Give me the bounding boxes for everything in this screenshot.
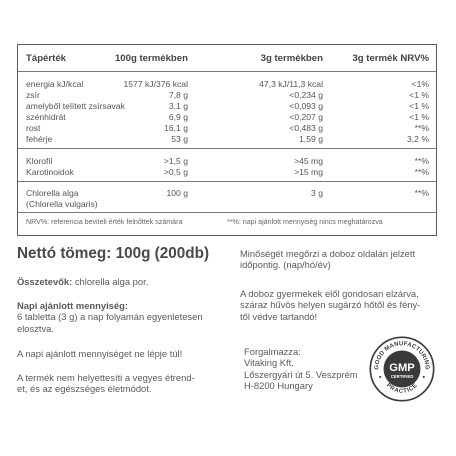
storage-block [240, 288, 445, 322]
row-value-nrv: <1 % [409, 101, 429, 111]
ingredients-block [17, 276, 232, 287]
divider [18, 212, 436, 213]
ingredients-text: chlorella alga por. [72, 276, 149, 287]
row-value-3g: <0,207 g [289, 112, 323, 122]
ingredients-label: Összetevők: [17, 276, 73, 287]
row-value-100g: 7,8 g [168, 90, 188, 100]
dosage-label: Napi ajánlott mennyiség: [17, 300, 128, 311]
row-value-100g: 16,1 g [164, 123, 188, 133]
footnote-undefined: **%: napi ajánlott mennyiség nincs meghatározva [227, 218, 383, 226]
row-label: Karotinoidok [26, 167, 74, 177]
col-header-per-100g: 100g termékben [114, 53, 188, 64]
disclaimer-block [17, 372, 232, 395]
seal-top-text: GOOD MANUFACTURING [374, 341, 430, 370]
gmp-certified-seal-icon [369, 336, 435, 402]
storage-line: től védve tartandó! [240, 310, 318, 322]
row-value-nrv: 3,2 % [407, 134, 429, 144]
row-value-nrv: **% [414, 156, 429, 166]
dosage-line: elosztva. [17, 322, 54, 334]
distributor-line: H-8200 Hungary [244, 380, 313, 392]
row-value-3g: 1,59 g [299, 134, 323, 144]
row-value-3g: >15 mg [294, 167, 323, 177]
seal-dot [379, 376, 381, 378]
warning-text: A napi ajánlott mennyiséget ne lépje túl! [17, 348, 183, 359]
distributor-line: Vitaking Kft. [244, 357, 294, 369]
row-value-100g: 6,9 g [168, 112, 188, 122]
row-value-3g: <0,483 g [289, 123, 323, 133]
seal-center-text: GMP [389, 361, 415, 374]
row-value-100g: >0,5 g [163, 167, 188, 177]
footnote-nrv: NRV%: referencia beviteli érték felnőttek számára [26, 218, 183, 226]
col-header-nutrient: Tápérték [26, 53, 66, 64]
col-header-per-3g: 3g termékben [260, 53, 323, 64]
divider [18, 181, 436, 182]
storage-line: A doboz gyermekek elől gondosan elzárva, [240, 288, 419, 299]
nutrition-table [17, 44, 437, 236]
row-value-3g: <0,093 g [289, 101, 323, 111]
divider [18, 148, 436, 149]
row-value-100g: >1,5 g [163, 156, 188, 166]
row-label: Chlorella alga [26, 188, 79, 198]
col-header-nrv: 3g termék NRV% [352, 53, 429, 64]
seal-dot [423, 376, 425, 378]
net-weight-title: Nettó tömeg: 100g (200db) [17, 245, 210, 262]
best-before-line: időpontig. (nap/hó/év) [240, 259, 331, 271]
row-label: energia kJ/kcal [26, 79, 84, 89]
row-label: szénhidrát [26, 112, 66, 122]
distributor-line: Forgalmazza: [244, 346, 301, 357]
distributor-block [244, 346, 374, 392]
row-value-nrv: **% [414, 188, 429, 198]
row-value-3g: >45 mg [294, 156, 323, 166]
row-value-100g: 1577 kJ/376 kcal [123, 79, 188, 89]
seal-bottom-text: PRACTICE [384, 382, 420, 395]
disclaimer-line: A termék nem helyettesíti a vegyes étrend- [17, 372, 195, 383]
row-value-nrv: <1 % [409, 112, 429, 122]
row-value-nrv: <1% [411, 79, 429, 89]
row-label: zsír [26, 90, 40, 100]
row-value-3g: <0,234 g [289, 90, 323, 100]
distributor-line: Lőszergyári út 5. Veszprém [244, 368, 358, 380]
row-value-100g: 3,1 g [168, 101, 188, 111]
divider [18, 71, 436, 72]
row-label: Klorofil [26, 156, 53, 166]
row-label: fehérje [26, 134, 53, 144]
dosage-line: 6 tabletta (3 g) a nap folyamán egyenletesen [17, 311, 203, 323]
disclaimer-line: et, és az egészséges életmódot. [17, 383, 152, 395]
row-value-3g: 47,3 kJ/11,3 kcal [259, 79, 323, 89]
best-before-line: Minőségét megőrzi a doboz oldalán jelzett [240, 248, 416, 259]
row-value-3g: 3 g [311, 188, 323, 198]
dosage-block [17, 300, 232, 334]
row-label: rost [26, 123, 41, 133]
seal-certified-text: CERTIFIED [390, 374, 414, 380]
row-label: amelyből telített zsírsavak [26, 101, 125, 111]
storage-line: száraz hűvös helyen sugárzó hőtől és fény- [240, 299, 421, 311]
row-value-nrv: <1 % [409, 90, 429, 100]
best-before-block [240, 248, 445, 271]
row-value-100g: 100 g [166, 188, 188, 198]
row-value-nrv: **% [414, 123, 429, 133]
row-value-100g: 53 g [171, 134, 188, 144]
row-value-nrv: **% [414, 167, 429, 177]
row-sublabel: (Chlorella vulgaris) [26, 199, 98, 209]
